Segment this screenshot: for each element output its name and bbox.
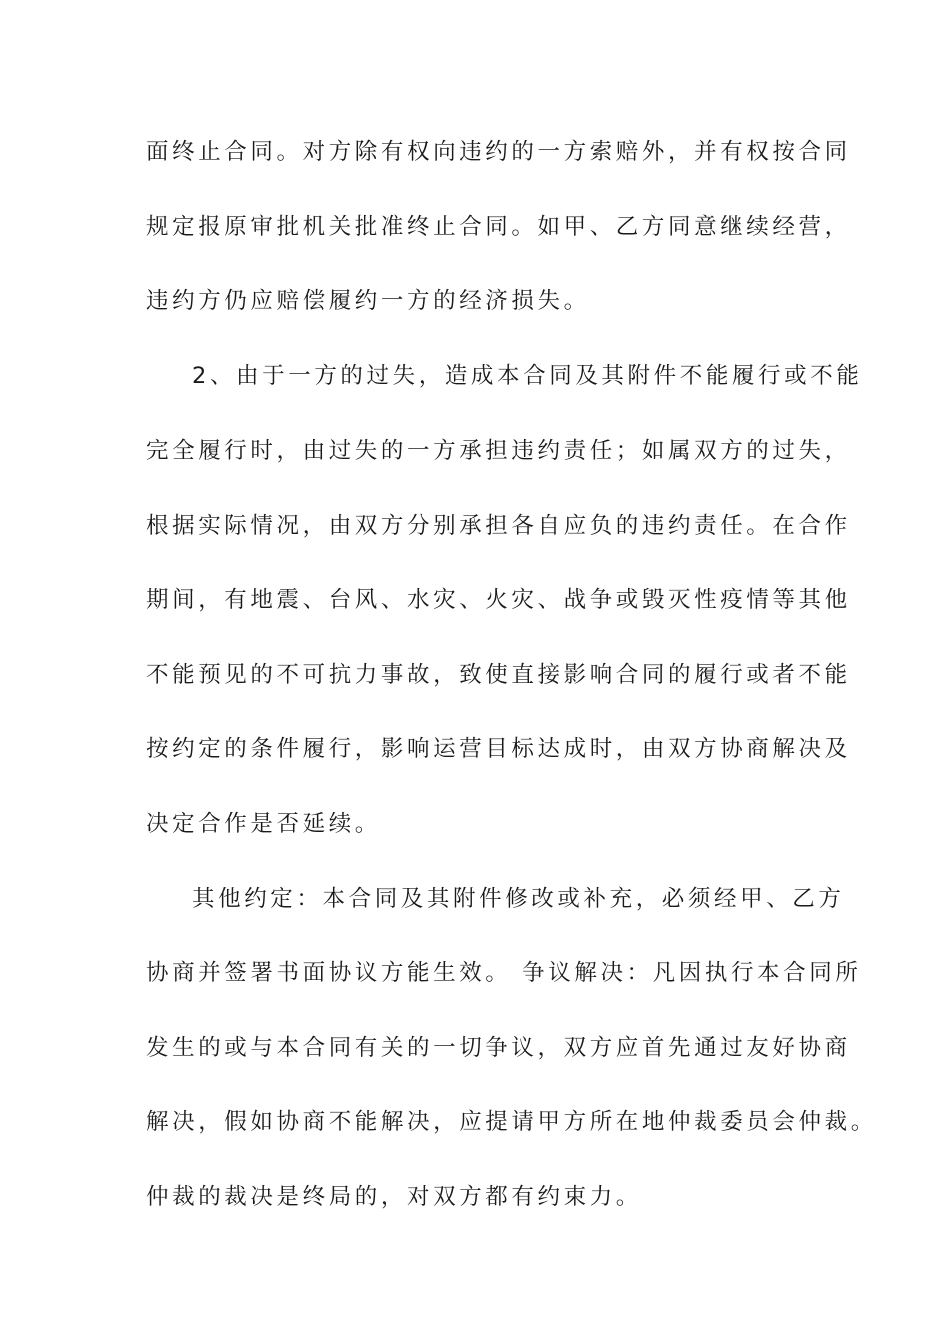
text-line: 其他约定：本合同及其附件修改或补充，必须经甲、乙方 — [192, 886, 845, 912]
text-line: 解决，假如协商不能解决，应提请甲方所在地仲裁委员会仲裁。 — [146, 1109, 877, 1135]
text-line: 2、由于一方的过失，造成本合同及其附件不能履行或不能 — [192, 363, 863, 389]
text-line: 面终止合同。对方除有权向违约的一方索赔外，并有权按合同 — [146, 139, 851, 165]
text-line: 发生的或与本合同有关的一切争议，双方应首先通过友好协商 — [146, 1035, 851, 1061]
text-line: 根据实际情况，由双方分别承担各自应负的违约责任。在合作 — [146, 513, 851, 539]
text-line: 期间，有地震、台风、水灾、火灾、战争或毁灭性疫情等其他 — [146, 587, 851, 613]
text-line: 违约方仍应赔偿履约一方的经济损失。 — [146, 288, 590, 314]
text-line: 仲裁的裁决是终局的，对双方都有约束力。 — [146, 1184, 642, 1210]
text-line: 决定合作是否延续。 — [146, 811, 381, 837]
text-line: 完全履行时，由过失的一方承担违约责任；如属双方的过失， — [146, 438, 851, 464]
text-line: 不能预见的不可抗力事故，致使直接影响合同的履行或者不能 — [146, 662, 851, 688]
text-line: 规定报原审批机关批准终止合同。如甲、乙方同意继续经营， — [146, 214, 851, 240]
text-line: 协商并签署书面协议方能生效。 争议解决：凡因执行本合同所 — [146, 960, 862, 986]
text-line: 按约定的条件履行，影响运营目标达成时，由双方协商解决及 — [146, 736, 851, 762]
